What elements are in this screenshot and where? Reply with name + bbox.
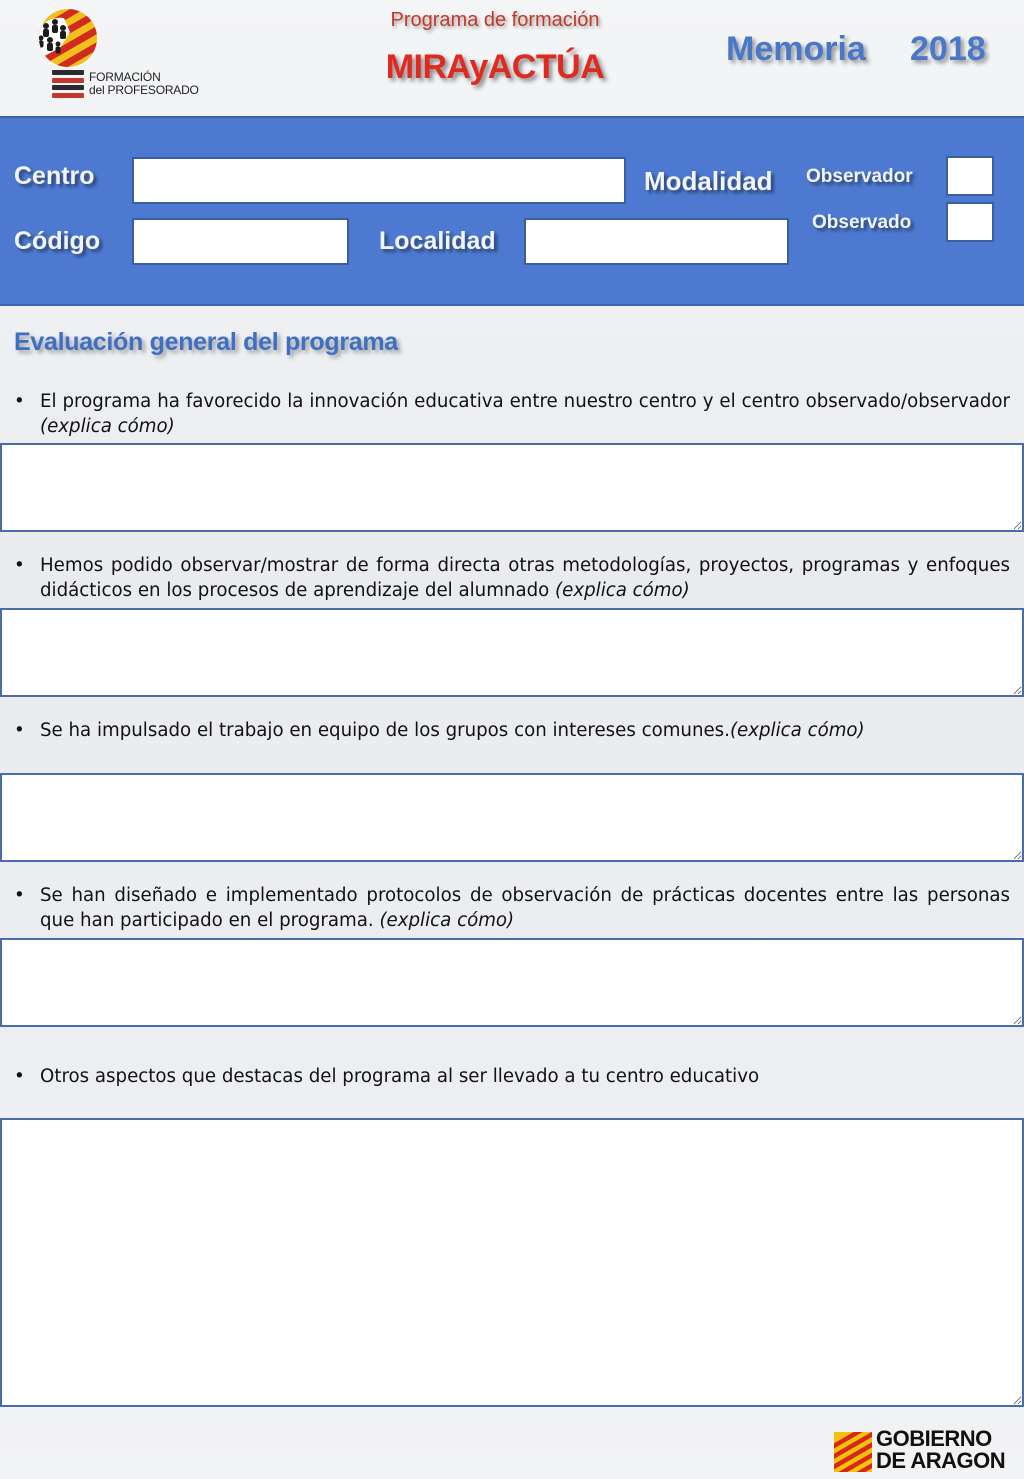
- program-name: MIRAyACTÚA: [385, 48, 605, 86]
- gov-line1: GOBIERNO: [876, 1426, 992, 1451]
- bullet-icon: •: [14, 885, 25, 906]
- bullet-icon: •: [14, 391, 25, 412]
- question-hint-1: (explica cómo): [40, 416, 175, 437]
- answer-box-4[interactable]: [0, 938, 1024, 1027]
- observado-label: Observado: [812, 212, 912, 233]
- answer-box-3[interactable]: [0, 773, 1024, 862]
- bullet-icon: •: [14, 720, 25, 741]
- year-label: 2018: [910, 30, 986, 68]
- question-text-2: Hemos podido observar/mostrar de forma directa otras metodologías, proyectos, programas y enfoques didácticos en los procesos de aprendizaje del alumnado: [40, 555, 1010, 601]
- program-label: Programa de formación: [390, 9, 600, 31]
- section-title: Evaluación general del programa: [14, 328, 398, 356]
- answer-box-5[interactable]: [0, 1118, 1024, 1407]
- question-item-2: [14, 553, 1010, 603]
- gobierno-aragon-logo: [876, 1428, 1005, 1472]
- gov-line2: DE ARAGON: [876, 1448, 1006, 1473]
- memoria-label: Memoria: [726, 30, 866, 68]
- answer-box-1[interactable]: [0, 443, 1024, 532]
- question-text-1: El programa ha favorecido la innovación educativa entre nuestro centro y el centro observado/observador: [40, 391, 1010, 412]
- question-hint-4: (explica cómo): [379, 910, 515, 931]
- observador-label: Observador: [806, 166, 913, 187]
- observador-checkbox[interactable]: [946, 156, 994, 196]
- observado-checkbox[interactable]: [946, 202, 994, 242]
- question-text-4: Se han diseñado e implementado protocolos de observación de prácticas docentes entre las personas que han participado en el programa.: [40, 885, 1010, 931]
- question-text-5: Otros aspectos que destacas del programa al ser llevado a tu centro educativo: [40, 1066, 760, 1087]
- question-item-4: [14, 883, 1010, 933]
- question-hint-2: (explica cómo): [555, 580, 690, 601]
- centro-input[interactable]: [132, 157, 626, 204]
- modalidad-label: Modalidad: [644, 166, 773, 196]
- answer-box-2[interactable]: [0, 608, 1024, 697]
- codigo-input[interactable]: [132, 218, 349, 265]
- center-info-panel: [0, 116, 1024, 306]
- question-text-3: Se ha impulsado el trabajo en equipo de los grupos con intereses comunes.: [40, 720, 730, 741]
- localidad-label: Localidad: [379, 227, 496, 255]
- aragon-flag-icon: [834, 1432, 872, 1472]
- bullet-icon: •: [14, 1066, 25, 1087]
- bullet-icon: •: [14, 555, 25, 576]
- question-item-5: [14, 1064, 1010, 1089]
- codigo-label: Código: [14, 227, 101, 255]
- localidad-input[interactable]: [524, 218, 789, 265]
- centro-label: Centro: [14, 162, 95, 190]
- question-hint-3: (explica cómo): [729, 720, 865, 741]
- question-item-3: [14, 718, 1010, 743]
- logo-text-line1: FORMACIÓN: [89, 70, 161, 84]
- logo-text-line2: del PROFESORADO: [89, 83, 199, 97]
- question-item-1: [14, 389, 1010, 439]
